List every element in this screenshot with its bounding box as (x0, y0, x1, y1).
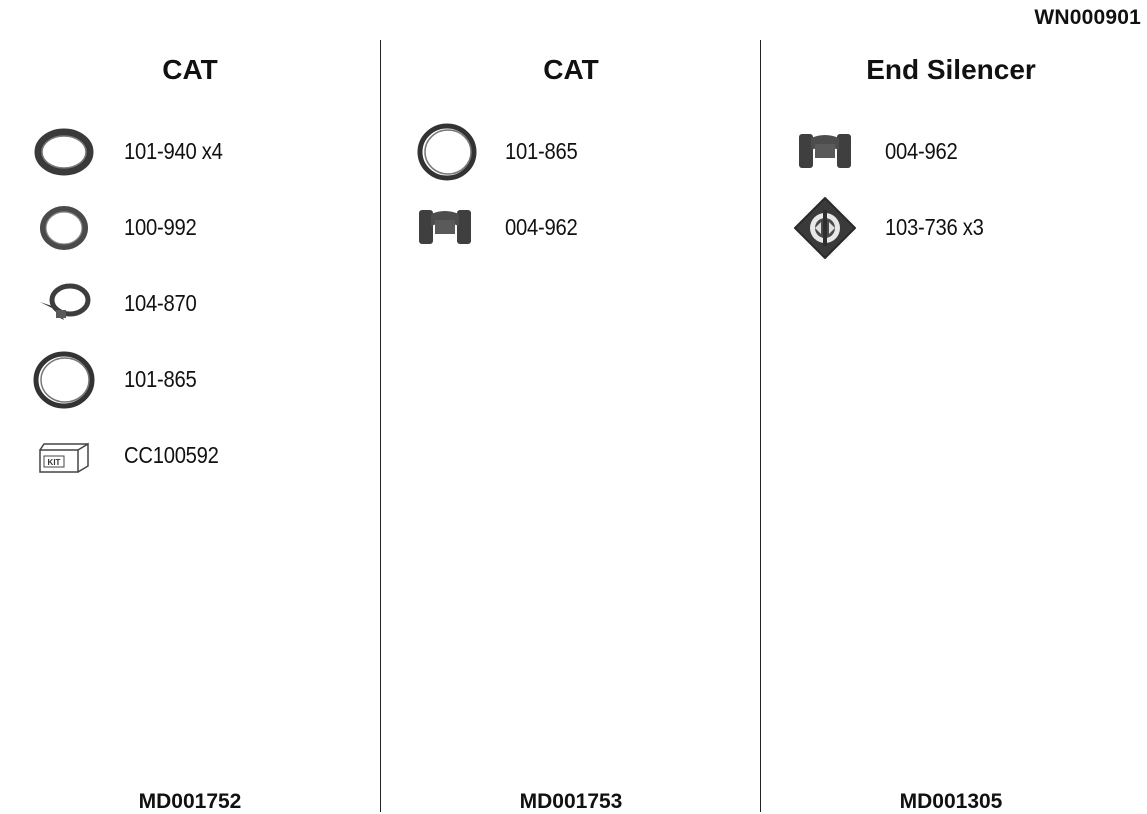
part-item (0, 272, 380, 342)
column-end-silencer (760, 40, 1141, 812)
column-cat-1 (0, 40, 380, 812)
part-code: 101-865 (505, 138, 578, 164)
part-item (761, 196, 1141, 266)
part-code: 103-736 x3 (885, 214, 984, 240)
diamond-hanger-icon (793, 196, 861, 260)
part-code: 004-962 (505, 214, 578, 240)
rubber-mount-icon (793, 120, 861, 184)
part-item (0, 196, 380, 266)
parts-columns (0, 40, 1140, 812)
column-footer: MD001752 (138, 790, 242, 813)
part-code: CC100592 (124, 442, 219, 468)
document-id: WN000901 (1034, 6, 1141, 29)
kit-box-icon (30, 424, 98, 488)
part-item (381, 120, 761, 190)
part-item (381, 196, 761, 266)
part-code: 101-865 (124, 366, 197, 392)
part-code: 004-962 (885, 138, 958, 164)
rubber-mount-icon (413, 196, 481, 260)
small-gasket-ring-icon (30, 196, 98, 260)
column-footer: MD001305 (899, 790, 1003, 813)
part-item (0, 348, 380, 418)
large-gasket-ring-icon (30, 348, 98, 412)
part-item (0, 120, 380, 190)
part-code: 104-870 (124, 290, 197, 316)
pipe-clamp-icon (30, 272, 98, 336)
column-title: CAT (543, 54, 599, 85)
part-item (761, 120, 1141, 190)
part-code: 101-940 x4 (124, 138, 223, 164)
column-cat-2 (380, 40, 761, 812)
column-footer: MD001753 (519, 790, 623, 813)
flat-gasket-ring-icon (30, 120, 98, 184)
column-title: CAT (162, 54, 218, 85)
svg-text:KIT: KIT (47, 458, 61, 467)
part-item (0, 424, 380, 494)
part-code: 100-992 (124, 214, 197, 240)
large-gasket-ring-icon (413, 120, 481, 184)
column-title: End Silencer (866, 54, 1036, 85)
